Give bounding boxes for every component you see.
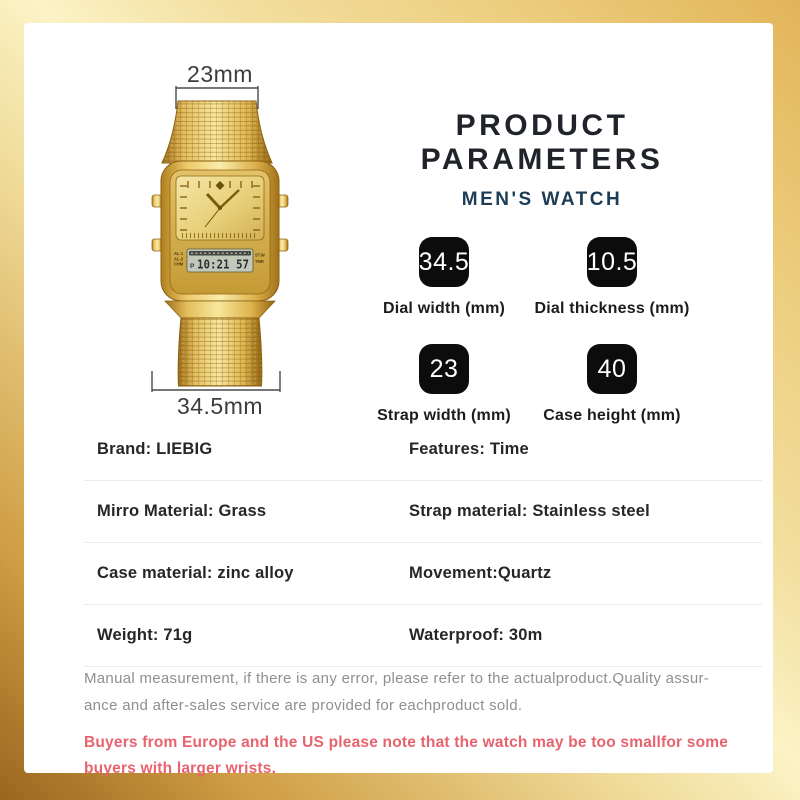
watch-figure: [90, 55, 350, 425]
strap-width-badge: [419, 344, 469, 394]
spec-table: [84, 419, 762, 667]
spec-strap-material: Strap material: Stainless steel: [409, 502, 650, 520]
strap-width-measurement: 23mm: [187, 61, 253, 87]
content-panel: [24, 23, 773, 777]
spec-mirror-material: Mirro Material: Grass: [97, 502, 267, 520]
lcd-label-al1: AL-1: [174, 251, 184, 256]
case-width-measurement: 34.5mm: [176, 393, 264, 419]
watch-strap-top: [162, 101, 272, 163]
disclaimer-text: [84, 665, 756, 719]
table-row: [84, 419, 762, 481]
watch-photo: [90, 55, 350, 425]
case-height-value: 40: [597, 354, 627, 383]
lcd-time: 10:21 57: [197, 257, 249, 272]
lcd-label-chm: CHM: [174, 261, 184, 267]
param-strap-width: [360, 344, 528, 425]
dial-thickness-value: 10.5: [586, 247, 638, 276]
strap-width-value: 23: [429, 354, 459, 383]
parameters-section: [342, 109, 742, 425]
warning-line-1: Buyers from Europe and the US please note that the watch may be too smallfor some: [84, 734, 729, 751]
lcd-label-al2: AL-2: [174, 256, 184, 262]
spec-movement: Movement:Quartz: [409, 564, 552, 582]
spec-features: Features: Time: [409, 440, 529, 458]
lcd-label-stw: ST.W: [255, 252, 265, 258]
table-row: [84, 543, 762, 605]
table-row: [84, 481, 762, 543]
spec-brand: Brand: LIEBIG: [97, 440, 213, 458]
watch-strap-bottom: [178, 318, 262, 386]
dial-thickness-badge: [587, 237, 637, 287]
case-height-label: Case height (mm): [543, 407, 681, 424]
parameters-grid: [328, 237, 728, 425]
param-case-height: [528, 344, 696, 425]
table-row: [84, 605, 762, 667]
lcd-label-tmr: TMR: [255, 259, 264, 264]
lcd-indicator: P: [190, 263, 195, 270]
disclaimer-line-2: ance and after-sales service are provided for eachproduct sold.: [84, 697, 523, 714]
page-subtitle: MEN'S WATCH: [461, 189, 623, 210]
watch-lcd: [174, 249, 265, 272]
watch-dial: [176, 176, 264, 240]
disclaimer-line-1: Manual measurement, if there is any error, please refer to the actualproduct.Quality assur-: [84, 670, 710, 687]
param-dial-width: [360, 237, 528, 318]
dial-thickness-label: Dial thickness (mm): [534, 300, 690, 317]
case-height-badge: [587, 344, 637, 394]
page-title: PRODUCT PARAMETERS: [420, 109, 664, 176]
warning-text: [84, 730, 756, 782]
dial-width-label: Dial width (mm): [382, 300, 506, 317]
spec-waterproof: Waterproof: 30m: [409, 626, 543, 644]
spec-weight: Weight: 71g: [97, 626, 193, 644]
notes-section: [84, 665, 756, 782]
warning-line-2: buyers with larger wrists.: [84, 760, 277, 777]
param-dial-thickness: [528, 237, 696, 318]
dial-width-value: 34.5: [418, 247, 470, 276]
watch-shoulder-bottom: [165, 301, 275, 318]
strap-width-label: Strap width (mm): [377, 407, 511, 424]
dial-width-badge: [419, 237, 469, 287]
spec-case-material: Case material: zinc alloy: [97, 564, 294, 582]
